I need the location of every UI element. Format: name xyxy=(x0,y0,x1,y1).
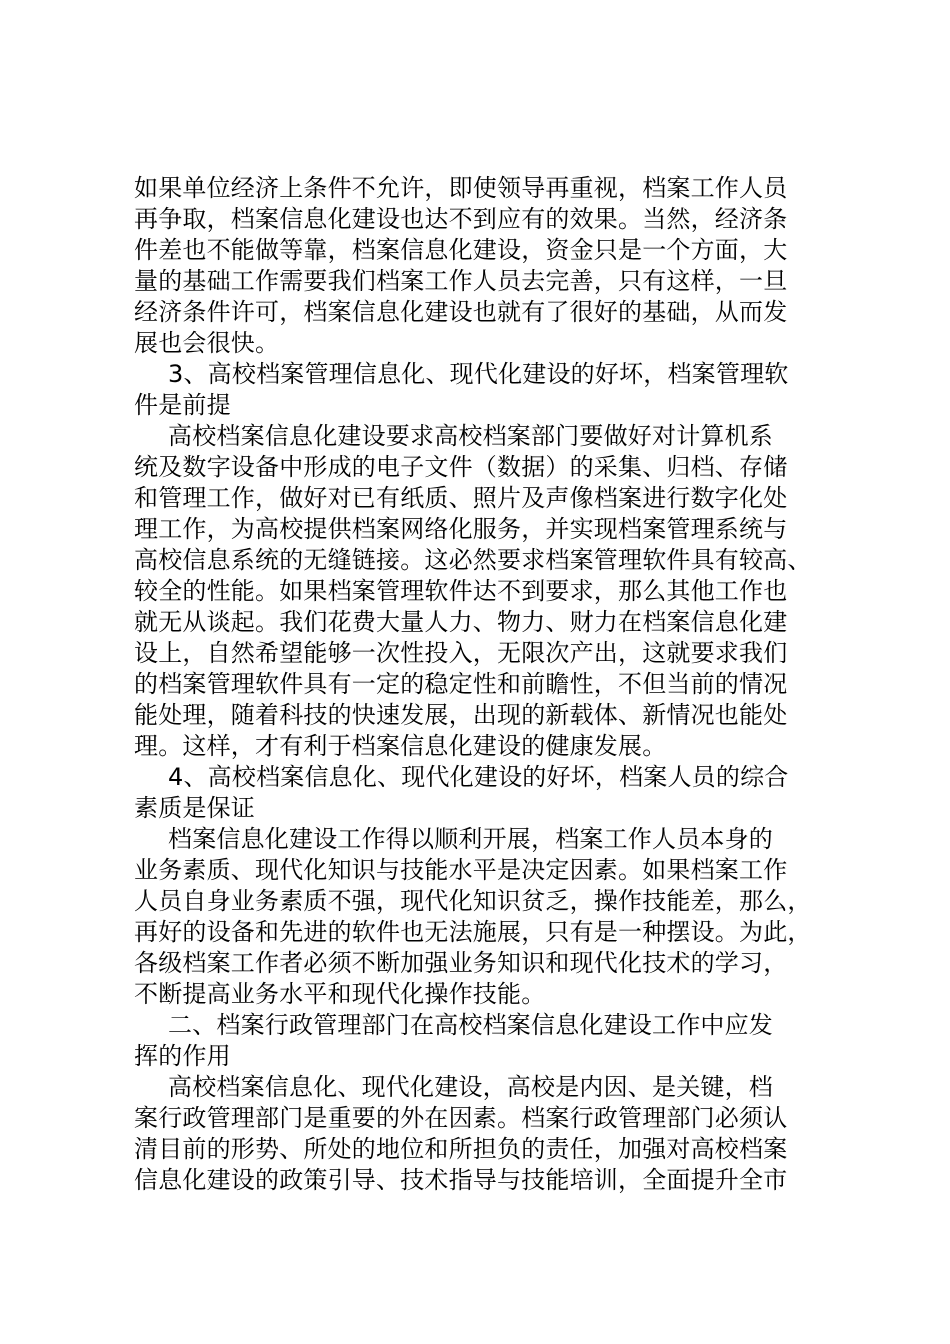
text-line: 4、高校档案信息化、现代化建设的好坏，档案人员的综合 xyxy=(168,763,789,791)
text-line: 展也会很快。 xyxy=(134,329,280,357)
text-line: 就无从谈起。我们花费大量人力、物力、财力在档案信息化建 xyxy=(134,608,788,636)
text-line: 不断提高业务水平和现代化操作技能。 xyxy=(134,980,546,1008)
text-line: 二、档案行政管理部门在高校档案信息化建设工作中应发 xyxy=(168,1011,773,1039)
text-line: 设上，自然希望能够一次性投入，无限次产出，这就要求我们 xyxy=(134,639,788,667)
text-line: 能处理，随着科技的快速发展，出现的新载体、新情况也能处 xyxy=(134,701,788,729)
text-line: 案行政管理部门是重要的外在因素。档案行政管理部门必须认 xyxy=(134,1104,788,1132)
text-line: 量的基础工作需要我们档案工作人员去完善，只有这样，一旦 xyxy=(134,267,788,295)
text-line: 各级档案工作者必须不断加强业务知识和现代化技术的学习， xyxy=(134,949,788,977)
text-line: 再好的设备和先进的软件也无法施展，只有是一种摆设。为此， xyxy=(134,918,812,946)
text-line: 高校档案信息化建设要求高校档案部门要做好对计算机系 xyxy=(168,422,773,450)
text-line: 和管理工作，做好对已有纸质、照片及声像档案进行数字化处 xyxy=(134,484,788,512)
text-line: 的档案管理软件具有一定的稳定性和前瞻性，不但当前的情况 xyxy=(134,670,788,698)
text-line: 如果单位经济上条件不允许，即使领导再重视，档案工作人员 xyxy=(134,174,788,202)
text-line: 件是前提 xyxy=(134,391,231,419)
text-line: 信息化建设的政策引导、技术指导与技能培训，全面提升全市 xyxy=(134,1166,788,1194)
text-line: 3、高校档案管理信息化、现代化建设的好坏，档案管理软 xyxy=(168,360,789,388)
text-line: 高校档案信息化、现代化建设，高校是内因、是关键，档 xyxy=(168,1073,773,1101)
text-line: 高校信息系统的无缝链接。这必然要求档案管理软件具有较高、 xyxy=(134,546,812,574)
document-body xyxy=(134,173,850,1196)
text-line: 素质是保证 xyxy=(134,794,255,822)
text-line: 经济条件许可，档案信息化建设也就有了很好的基础，从而发 xyxy=(134,298,788,326)
text-line: 清目前的形势、所处的地位和所担负的责任，加强对高校档案 xyxy=(134,1135,788,1163)
text-line: 人员自身业务素质不强，现代化知识贫乏，操作技能差，那么， xyxy=(134,887,812,915)
text-line: 再争取，档案信息化建设也达不到应有的效果。当然，经济条 xyxy=(134,205,788,233)
text-line: 理工作，为高校提供档案网络化服务，并实现档案管理系统与 xyxy=(134,515,788,543)
text-line: 较全的性能。如果档案管理软件达不到要求，那么其他工作也 xyxy=(134,577,788,605)
text-line: 档案信息化建设工作得以顺利开展，档案工作人员本身的 xyxy=(168,825,773,853)
text-line: 挥的作用 xyxy=(134,1042,231,1070)
text-line: 业务素质、现代化知识与技能水平是决定因素。如果档案工作 xyxy=(134,856,788,884)
text-line: 件差也不能做等靠，档案信息化建设，资金只是一个方面，大 xyxy=(134,236,788,264)
text-line: 理。这样，才有利于档案信息化建设的健康发展。 xyxy=(134,732,667,760)
text-line: 统及数字设备中形成的电子文件（数据）的采集、归档、存储 xyxy=(134,453,788,481)
